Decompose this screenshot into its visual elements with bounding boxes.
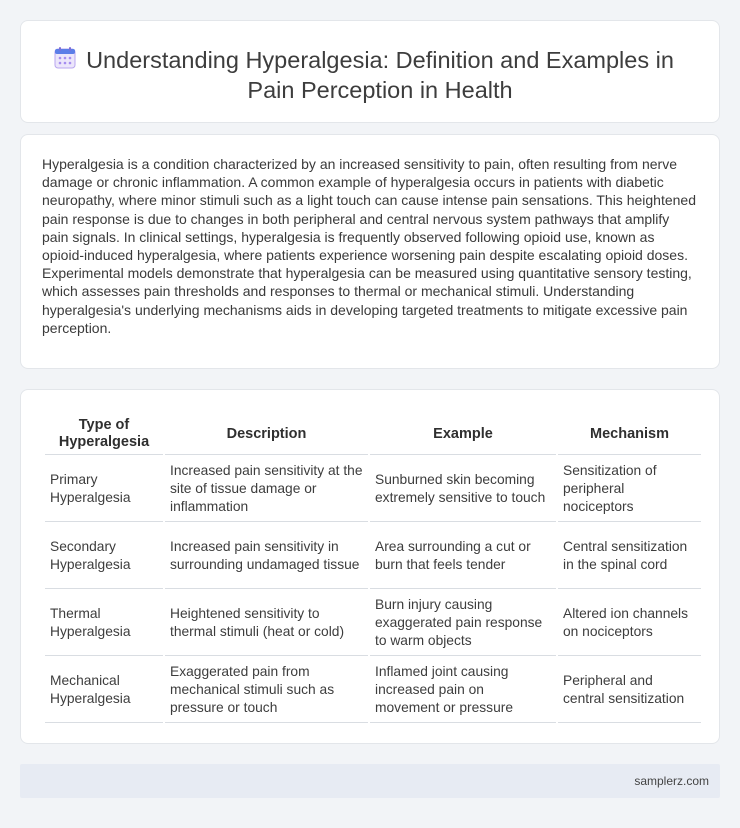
cell-type: Secondary Hyperalgesia [45,524,163,589]
cell-mechanism: Central sensitization in the spinal cord [558,524,701,589]
cell-description: Exaggerated pain from mechanical stimuli such as pressure or touch [165,658,368,723]
cell-type: Mechanical Hyperalgesia [45,658,163,723]
table-row [45,457,701,522]
cell-example: Sunburned skin becoming extremely sensitive to touch [370,457,556,522]
table-row [45,658,701,723]
table-row [45,524,701,589]
cell-mechanism: Altered ion channels on nociceptors [558,591,701,656]
intro-card [20,134,720,369]
table-header-row [45,414,701,455]
footer-bar [20,764,720,798]
header-example: Example [370,414,556,455]
intro-paragraph: Hyperalgesia is a condition characterized by an increased sensitivity to pain, often resulting from nerve damage or chronic inflammation. A common example of hyperalgesia occurs in patients with diabetic neuropathy, where minor stimuli such as a light touch can cause intense pain sensations. This heightened pain response is due to changes in both peripheral and central nervous system pathways that amplify pain signals. In clinical settings, hyperalgesia is frequently observed following opioid use, known as opioid-induced hyperalgesia, where patients experience worsening pain despite escalating opioid doses. Experimental models demonstrate that hyperalgesia can be measured using quantitative sensory testing, which assesses pain thresholds and responses to thermal or mechanical stimuli. Understanding hyperalgesia's underlying mechanisms aids in developing targeted treatments to mitigate excessive pain perception. [42,156,696,336]
cell-description: Heightened sensitivity to thermal stimuli (heat or cold) [165,591,368,656]
cell-mechanism: Sensitization of peripheral nociceptors [558,457,701,522]
footer-site-link[interactable]: samplerz.com [634,774,709,788]
page-title: Understanding Hyperalgesia: Definition and Examples in Pain Perception in Health [86,47,674,103]
header-mechanism: Mechanism [558,414,701,455]
cell-type: Primary Hyperalgesia [45,457,163,522]
header-card [20,20,720,123]
cell-type: Thermal Hyperalgesia [45,591,163,656]
cell-example: Area surrounding a cut or burn that feels tender [370,524,556,589]
cell-example: Burn injury causing exaggerated pain response to warm objects [370,591,556,656]
header-description: Description [165,414,368,455]
cell-description: Increased pain sensitivity in surrounding undamaged tissue [165,524,368,589]
hyperalgesia-table [43,412,703,725]
table-card [20,389,720,744]
cell-example: Inflamed joint causing increased pain on movement or pressure [370,658,556,723]
cell-mechanism: Peripheral and central sensitization [558,658,701,723]
header-type: Type of Hyperalgesia [45,414,163,455]
cell-description: Increased pain sensitivity at the site of tissue damage or inflammation [165,457,368,522]
table-row [45,591,701,656]
